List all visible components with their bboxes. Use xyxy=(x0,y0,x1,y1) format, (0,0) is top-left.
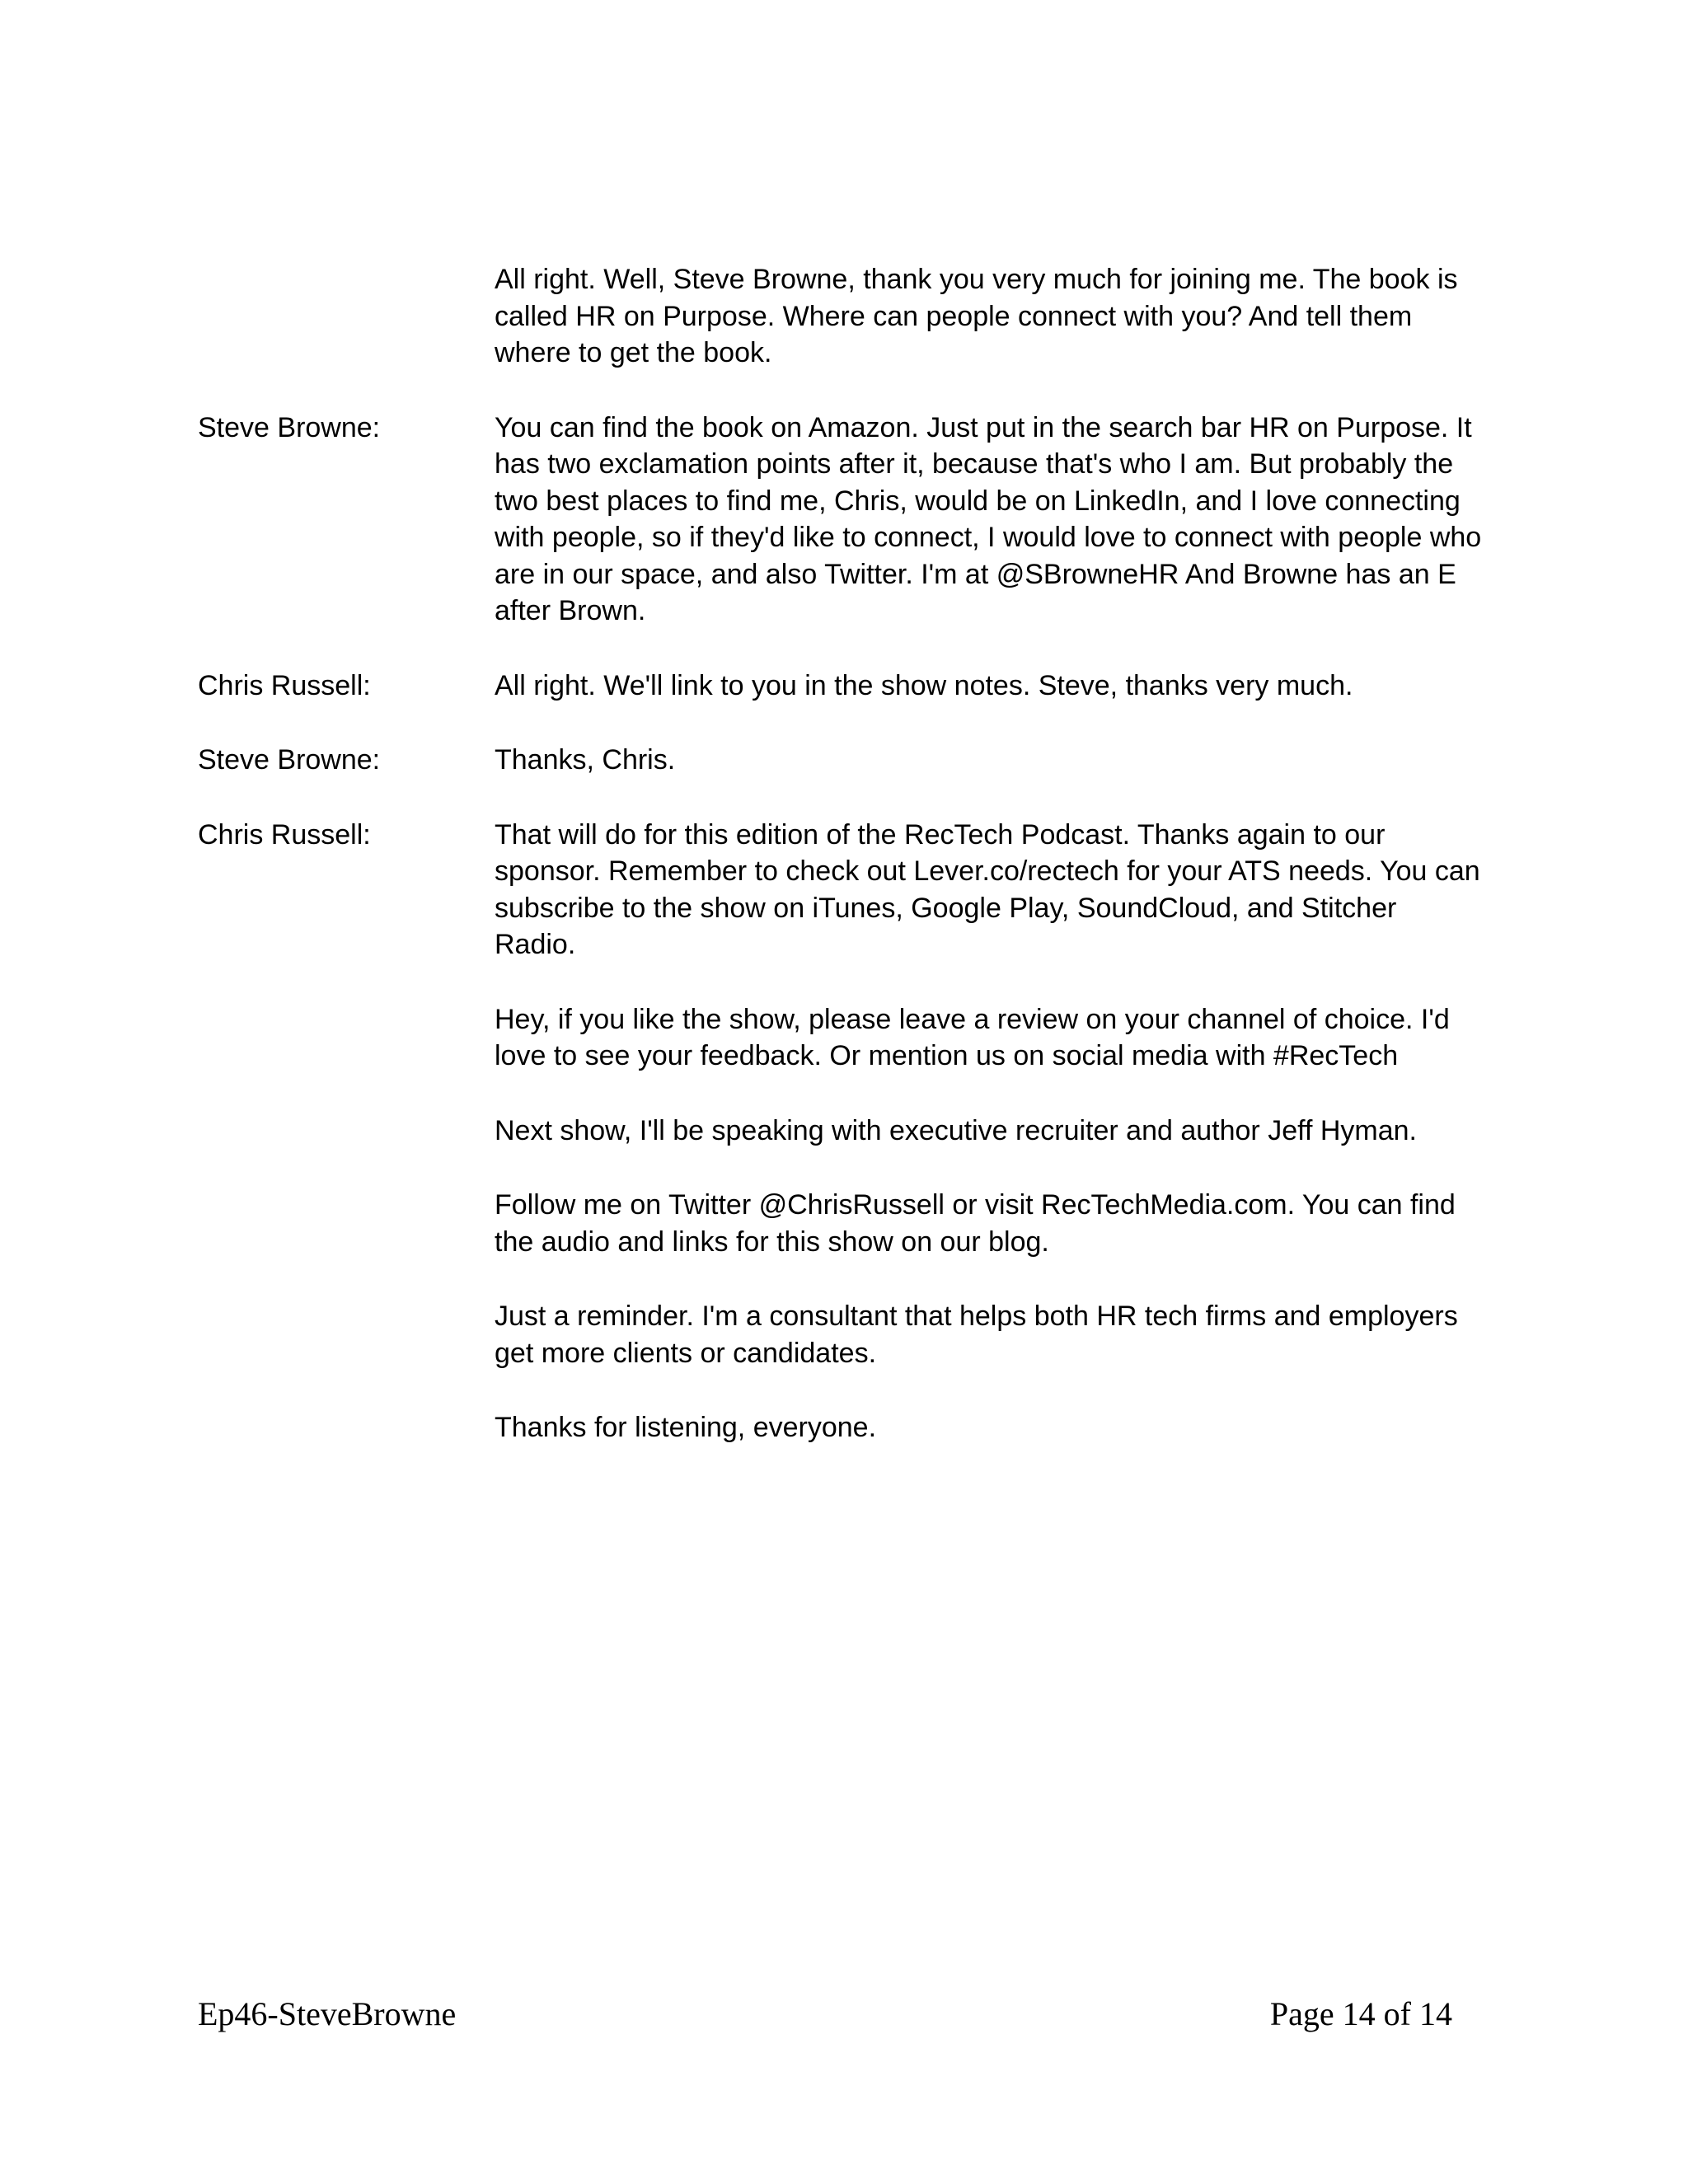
speech-paragraph: Hey, if you like the show, please leave a review on your channel of choice. I'd love to see your feedback. Or mention us on social media with #RecTech xyxy=(495,1003,1450,1071)
speech-text xyxy=(495,817,1484,1446)
speech-paragraph: Thanks, Chris. xyxy=(495,744,676,776)
speaker-label: Chris Russell: xyxy=(198,818,371,851)
speech-paragraph: That will do for this edition of the RecTech Podcast. Thanks again to our sponsor. Remember to check out Lever.co/rectech for your ATS needs. You can subscribe to the show on iTunes, Google Play, SoundCloud, and Stitcher Radio. xyxy=(495,818,1480,960)
speech-text xyxy=(495,742,1484,779)
speaker-label: Steve Browne: xyxy=(198,411,381,443)
speech-paragraph: All right. Well, Steve Browne, thank you very much for joining me. The book is called HR on Purpose. Where can people connect with you? And tell them where to get the book. xyxy=(495,264,1458,368)
document-title: Ep46-SteveBrowne xyxy=(198,1995,457,2032)
page-footer xyxy=(198,1994,1452,2034)
speaker-label xyxy=(198,261,495,372)
transcript-entry xyxy=(198,261,1484,372)
speech-text xyxy=(495,668,1484,705)
speaker-label: Steve Browne: xyxy=(198,744,381,776)
speech-paragraph: You can find the book on Amazon. Just put in the search bar HR on Purpose. It has two exclamation points after it, because that's who I am. But probably the two best places to find me, Chris, would be on LinkedIn, and I love connecting with people, so if they'd like to connect, I would love to connect with people who are in our space, and also Twitter. I'm at @SBrowneHR And Browne has an E after Brown. xyxy=(495,411,1482,626)
speech-paragraph: Just a reminder. I'm a consultant that helps both HR tech firms and employers get more clients or candidates. xyxy=(495,1301,1458,1369)
transcript-body xyxy=(198,261,1484,1484)
speaker-label: Chris Russell: xyxy=(198,669,371,701)
transcript-entry xyxy=(198,817,1484,1446)
speech-text xyxy=(495,261,1484,372)
page-number: Page 14 of 14 xyxy=(1269,1995,1452,2032)
speech-paragraph: All right. We'll link to you in the show notes. Steve, thanks very much. xyxy=(495,669,1353,701)
speech-paragraph: Thanks for listening, everyone. xyxy=(495,1412,877,1443)
speech-paragraph: Follow me on Twitter @ChrisRussell or visit RecTechMedia.com. You can find the audio and links for this show on our blog. xyxy=(495,1189,1456,1258)
speech-paragraph: Next show, I'll be speaking with executive recruiter and author Jeff Hyman. xyxy=(495,1114,1417,1146)
transcript-entry xyxy=(198,742,1484,779)
transcript-entry xyxy=(198,668,1484,705)
transcript-entry xyxy=(198,410,1484,630)
speech-text xyxy=(495,410,1484,630)
